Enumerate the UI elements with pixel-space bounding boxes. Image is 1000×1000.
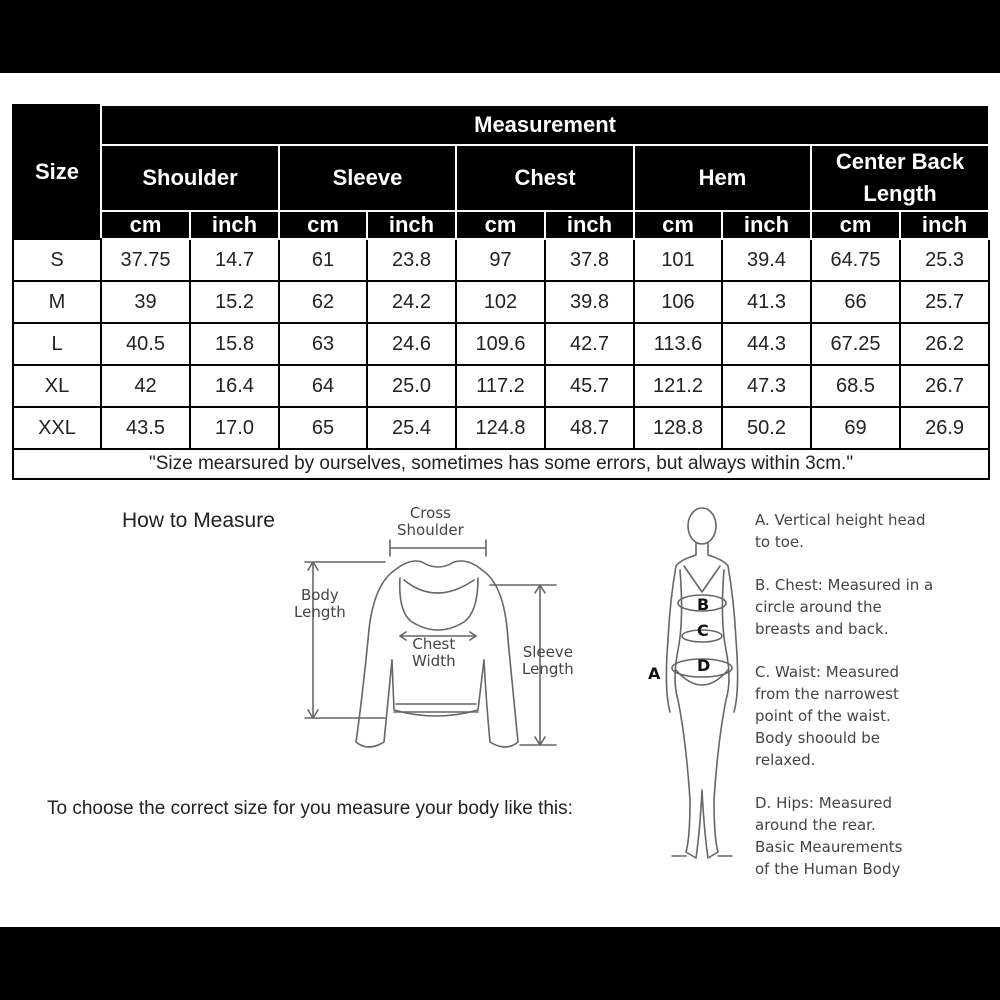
value-cell: 69	[811, 407, 900, 449]
unit-inch: inch	[367, 211, 456, 239]
figure-letter-b: B	[697, 595, 710, 614]
legend-b: B. Chest: Measured in a circle around the breasts and back.	[755, 576, 934, 638]
size-cell: M	[13, 281, 101, 323]
value-cell: 68.5	[811, 365, 900, 407]
legend-c: C. Waist: Measured from the narrowest point of the waist. Body shoould be relaxed.	[755, 663, 900, 769]
value-cell: 109.6	[456, 323, 545, 365]
value-cell: 41.3	[722, 281, 811, 323]
value-cell: 48.7	[545, 407, 634, 449]
value-cell: 15.8	[190, 323, 279, 365]
value-cell: 44.3	[722, 323, 811, 365]
legend-a: A. Vertical height head to toe.	[755, 511, 926, 551]
hem-header: Hem	[634, 145, 811, 211]
value-cell: 43.5	[101, 407, 190, 449]
table-note: "Size mearsured by ourselves, sometimes has some errors, but always within 3cm."	[13, 449, 989, 479]
unit-cm: cm	[279, 211, 367, 239]
value-cell: 117.2	[456, 365, 545, 407]
unit-inch: inch	[722, 211, 811, 239]
value-cell: 42.7	[545, 323, 634, 365]
body-figure-head	[688, 508, 716, 544]
value-cell: 23.8	[367, 239, 456, 281]
sleeve-header: Sleeve	[279, 145, 456, 211]
unit-cm: cm	[634, 211, 722, 239]
size-header: Size	[13, 105, 101, 239]
unit-cm: cm	[101, 211, 190, 239]
how-to-measure-title: How to Measure	[122, 509, 275, 532]
size-cell: L	[13, 323, 101, 365]
value-cell: 66	[811, 281, 900, 323]
value-cell: 15.2	[190, 281, 279, 323]
value-cell: 39.8	[545, 281, 634, 323]
value-cell: 50.2	[722, 407, 811, 449]
center-back-length-header: Center Back Length	[811, 145, 989, 211]
value-cell: 63	[279, 323, 367, 365]
value-cell: 64.75	[811, 239, 900, 281]
unit-cm: cm	[456, 211, 545, 239]
size-cell: XL	[13, 365, 101, 407]
figure-letter-a: A	[648, 664, 661, 683]
value-cell: 47.3	[722, 365, 811, 407]
value-cell: 67.25	[811, 323, 900, 365]
value-cell: 102	[456, 281, 545, 323]
chest-header: Chest	[456, 145, 634, 211]
sweater-outline	[395, 561, 482, 570]
value-cell: 65	[279, 407, 367, 449]
value-cell: 25.7	[900, 281, 989, 323]
size-cell: XXL	[13, 407, 101, 449]
value-cell: 45.7	[545, 365, 634, 407]
value-cell: 37.75	[101, 239, 190, 281]
value-cell: 17.0	[190, 407, 279, 449]
value-cell: 14.7	[190, 239, 279, 281]
value-cell: 25.3	[900, 239, 989, 281]
size-cell: S	[13, 239, 101, 281]
legend-d: D. Hips: Measured around the rear. Basic Meaurements of the Human Body	[755, 794, 903, 878]
value-cell: 40.5	[101, 323, 190, 365]
figure-letter-c: C	[697, 621, 709, 640]
value-cell: 64	[279, 365, 367, 407]
value-cell: 26.7	[900, 365, 989, 407]
value-cell: 106	[634, 281, 722, 323]
value-cell: 16.4	[190, 365, 279, 407]
value-cell: 37.8	[545, 239, 634, 281]
value-cell: 61	[279, 239, 367, 281]
value-cell: 26.2	[900, 323, 989, 365]
value-cell: 101	[634, 239, 722, 281]
value-cell: 25.4	[367, 407, 456, 449]
value-cell: 26.9	[900, 407, 989, 449]
unit-inch: inch	[900, 211, 989, 239]
value-cell: 39	[101, 281, 190, 323]
shoulder-header: Shoulder	[101, 145, 279, 211]
value-cell: 124.8	[456, 407, 545, 449]
sleeve-length-label: Sleeve Length	[522, 643, 574, 678]
unit-cm: cm	[811, 211, 900, 239]
value-cell: 62	[279, 281, 367, 323]
value-cell: 113.6	[634, 323, 722, 365]
value-cell: 25.0	[367, 365, 456, 407]
value-cell: 97	[456, 239, 545, 281]
value-cell: 128.8	[634, 407, 722, 449]
bottom-black-bar	[0, 927, 1000, 1000]
unit-inch: inch	[545, 211, 634, 239]
value-cell: 24.2	[367, 281, 456, 323]
measurement-header: Measurement	[101, 105, 989, 145]
value-cell: 121.2	[634, 365, 722, 407]
unit-inch: inch	[190, 211, 279, 239]
value-cell: 39.4	[722, 239, 811, 281]
chest-width-label: Chest Width	[412, 635, 456, 670]
figure-letter-d: D	[697, 656, 711, 675]
value-cell: 24.6	[367, 323, 456, 365]
body-length-label: Body Length	[294, 586, 346, 621]
cross-shoulder-label: Cross Shoulder	[397, 504, 464, 539]
value-cell: 42	[101, 365, 190, 407]
choose-size-instruction: To choose the correct size for you measure your body like this:	[47, 798, 573, 819]
